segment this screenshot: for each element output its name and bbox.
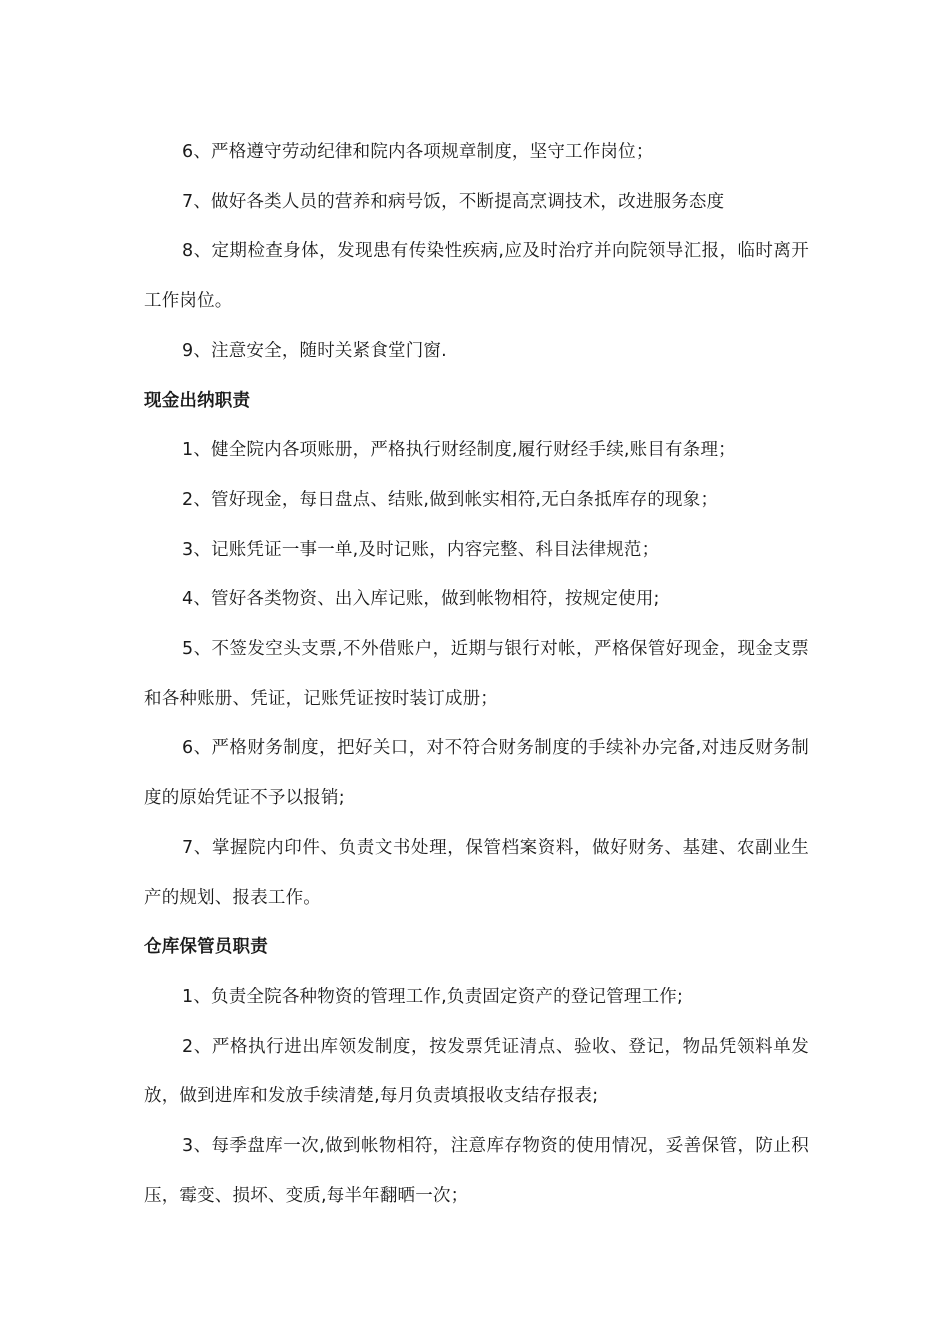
paragraph-cashier-6: 6、严格财务制度，把好关口，对不符合财务制度的手续补办完备,对违反财务制度的原始凭证不予以报销; [144, 738, 809, 809]
paragraph-warehouse-2: 2、严格执行进出库领发制度，按发票凭证清点、验收、登记，物品凭领料单发放，做到进库和发放手续清楚,每月负责填报收支结存报表; [144, 1036, 809, 1107]
paragraph-cashier-7: 7、掌握院内印件、负责文书处理，保管档案资料，做好财务、基建、农副业生产的规划、报表工作。 [144, 837, 809, 908]
paragraph-canteen-9: 9、注意安全，随时关紧食堂门窗. [182, 340, 447, 361]
paragraph-cashier-5: 5、不签发空头支票,不外借账户，近期与银行对帐，严格保管好现金，现金支票和各种账册、凭证，记账凭证按时装订成册； [144, 639, 809, 709]
paragraph-warehouse-1: 1、负责全院各种物资的管理工作,负责固定资产的登记管理工作; [182, 986, 684, 1007]
paragraph-cashier-2: 2、管好现金，每日盘点、结账,做到帐实相符,无白条抵库存的现象； [182, 489, 719, 510]
paragraph-warehouse-3: 3、每季盘库一次,做到帐物相符，注意库存物资的使用情况，妥善保管，防止积压，霉变、损坏、变质,每半年翻晒一次； [144, 1136, 809, 1206]
document-body [144, 128, 809, 1221]
section-heading-cashier: 现金出纳职责 [144, 390, 251, 411]
paragraph-cashier-3: 3、记账凭证一事一单,及时记账，内容完整、科目法律规范； [182, 539, 660, 560]
paragraph-cashier-4: 4、管好各类物资、出入库记账，做到帐物相符，按规定使用; [182, 589, 660, 610]
paragraph-cashier-1: 1、健全院内各项账册，严格执行财经制度,履行财经手续,账目有条理； [182, 440, 736, 461]
paragraph-canteen-6: 6、严格遵守劳动纪律和院内各项规章制度，坚守工作岗位； [182, 142, 654, 162]
paragraph-canteen-7: 7、做好各类人员的营养和病号饭，不断提高烹调技术，改进服务态度 [182, 191, 725, 212]
section-heading-warehouse: 仓库保管员职责 [144, 937, 268, 958]
paragraph-canteen-8: 8、定期检查身体，发现患有传染性疾病,应及时治疗并向院领导汇报，临时离开工作岗位。 [144, 241, 809, 312]
